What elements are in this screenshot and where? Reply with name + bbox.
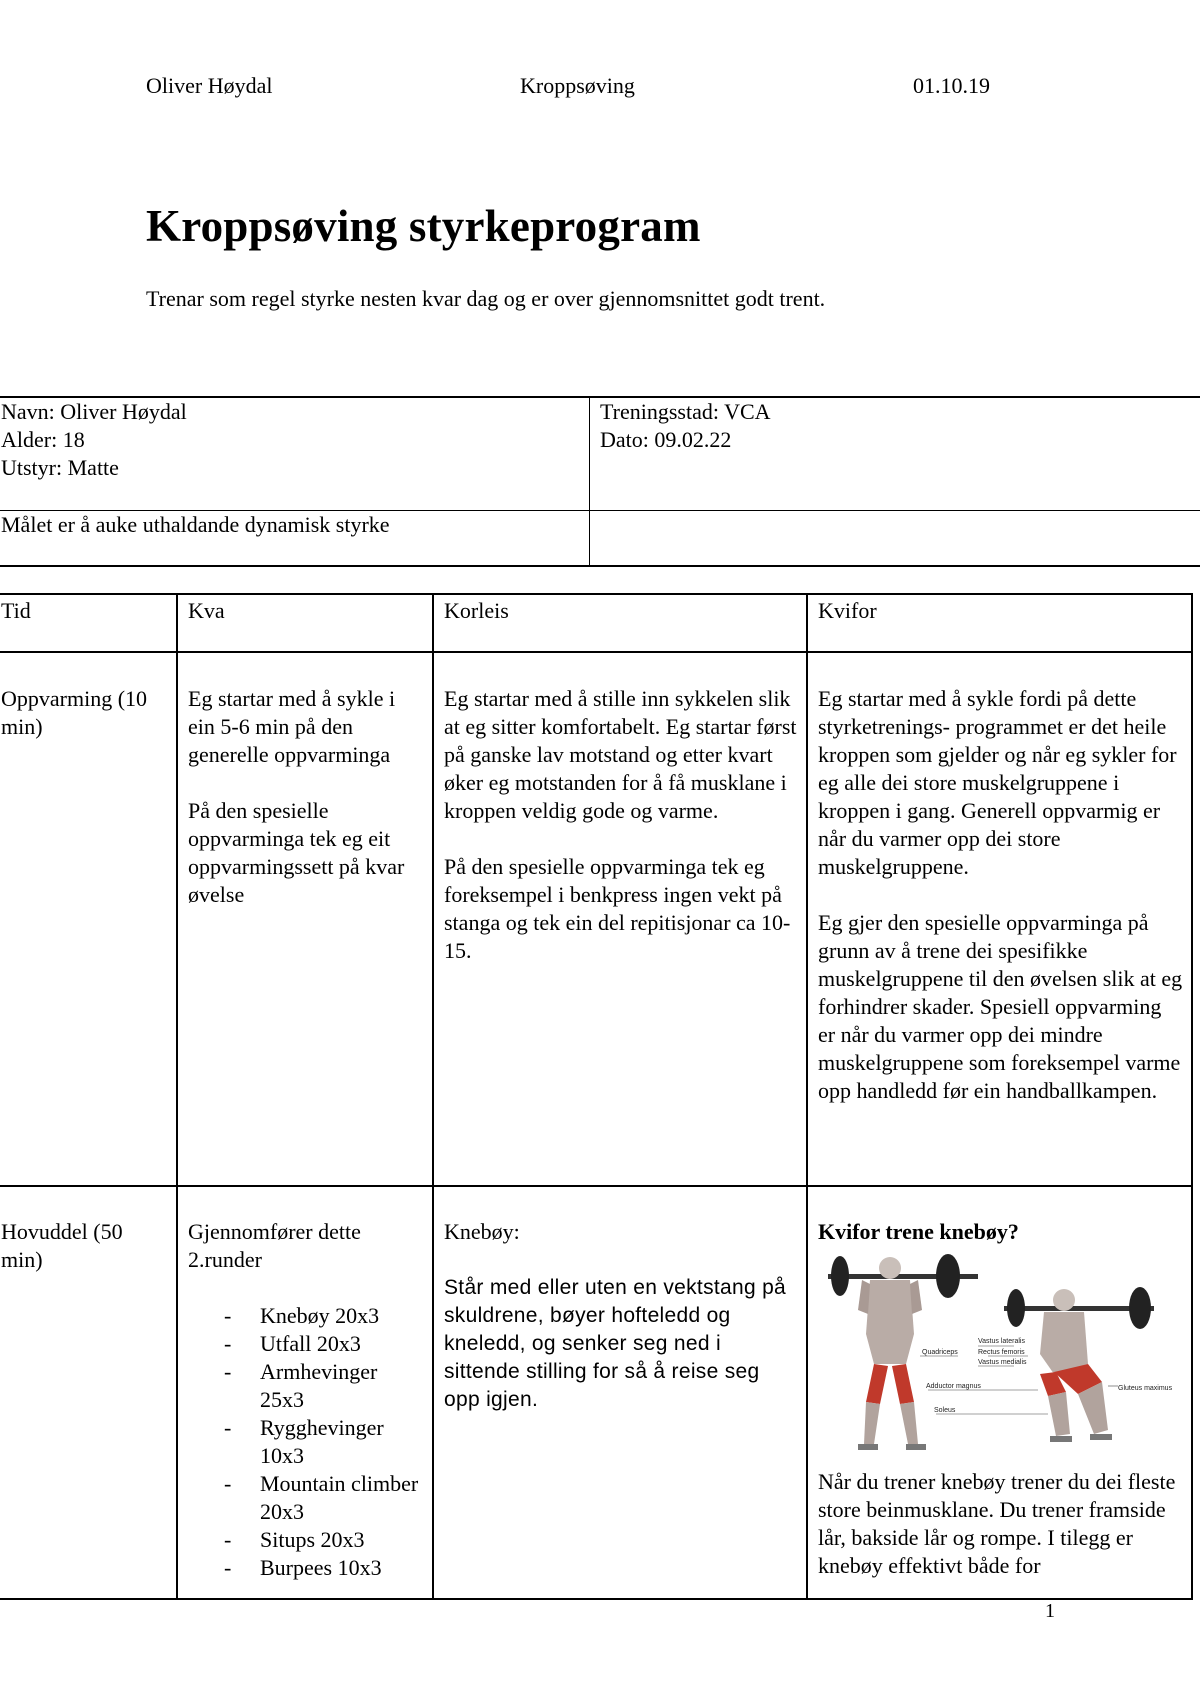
info-place: Treningsstad: VCA [600, 399, 771, 424]
list-item: - Armhevinger 25x3 [224, 1358, 424, 1414]
page-number: 1 [1045, 1600, 1055, 1622]
figure-label: Adductor magnus [926, 1383, 981, 1390]
main-time-text: Hovuddel (50 min) [1, 1219, 123, 1272]
header-author: Oliver Høydal [146, 73, 273, 98]
table-header-row [0, 594, 1192, 652]
main-what [177, 1186, 433, 1599]
figure-label: Soleus [934, 1407, 956, 1414]
header-what: Kva [177, 594, 433, 652]
warmup-how-paragraph-1: Eg startar med å stille inn sykkelen slik at eg sitter komfortabelt. Eg startar først på ganske lav motstand og etter kvart øker eg motstanden for å få musklane i kroppen veldig gode og varme. [444, 686, 797, 823]
table-row-warmup [0, 652, 1192, 1186]
info-goal-cell [0, 511, 590, 567]
info-date: Dato: 09.02.22 [600, 427, 732, 452]
page-title: Kroppsøving styrkeprogram [146, 201, 701, 251]
warmup-why-paragraph-1: Eg startar med å sykle fordi på dette styrketrenings- programmet er det heile kroppen som gjelder og når eg sykler for eg alle dei store muskelgruppene i kroppen i gang. Generell oppvarmig er når du varmer opp dei store muskelgruppene. [818, 686, 1177, 879]
list-item: - Rygghevinger 10x3 [224, 1414, 424, 1470]
list-item: - Knebøy 20x3 [224, 1302, 424, 1330]
list-item: - Situps 20x3 [224, 1526, 424, 1554]
header-time: Tid [0, 594, 177, 652]
main-how-title: Knebøy: [444, 1219, 520, 1244]
exercise-list [188, 1302, 424, 1582]
warmup-time-text: Oppvarming (10 min) [1, 686, 148, 739]
figure-label: Gluteus maximus [1118, 1385, 1173, 1392]
warmup-what-paragraph-1: Eg startar med å sykle i ein 5-6 min på den generelle oppvarminga [188, 686, 396, 767]
info-age: Alder: 18 [1, 427, 85, 452]
main-why-text: Når du trener knebøy trener du dei fleste store beinmusklane. Du trener framside lår, bakside lår og rompe. I tilegg er knebøy effektivt både for [818, 1469, 1176, 1578]
warmup-why [807, 652, 1192, 1186]
main-what-intro: Gjennomfører dette 2.runder [188, 1219, 361, 1272]
header-date: 01.10.19 [913, 73, 990, 98]
info-name: Navn: Oliver Høydal [1, 399, 187, 424]
program-table [0, 593, 1193, 1600]
info-equipment: Utstyr: Matte [1, 455, 119, 480]
main-how-text: Står med eller uten en vektstang på skuldrene, bøyer hofteledd og kneledd, og senker seg ned i sittende stilling for så å reise seg opp igjen. [444, 1276, 787, 1411]
main-why-title: Kvifor trene knebøy? [818, 1219, 1019, 1244]
info-goal: Målet er å auke uthaldande dynamisk styrke [1, 512, 390, 537]
squat-muscle-illustration [818, 1254, 1173, 1464]
warmup-why-paragraph-2: Eg gjer den spesielle oppvarminga på grunn av å trene dei spesifikke muskelgruppene til den øvelsen slik at eg forhindrer skader. Spesiell oppvarming er når du varmer opp dei mindre muskelgruppene som foreksempel varme opp handledd før ein handballkampen. [818, 910, 1183, 1103]
list-item: - Burpees 10x3 [224, 1554, 424, 1582]
header-why: Kvifor [807, 594, 1192, 652]
figure-label: Vastus medialis [978, 1359, 1027, 1366]
info-table [0, 396, 1200, 567]
header-subject: Kroppsøving [520, 73, 635, 98]
info-personal-cell [0, 397, 590, 511]
warmup-time [0, 652, 177, 1186]
main-time [0, 1186, 177, 1599]
main-how [433, 1186, 807, 1599]
header-how: Korleis [433, 594, 807, 652]
figure-label: Vastus lateralis [978, 1338, 1025, 1345]
list-item: - Utfall 20x3 [224, 1330, 424, 1358]
figure-label: Quadriceps [922, 1349, 958, 1356]
warmup-what [177, 652, 433, 1186]
main-why [807, 1186, 1192, 1599]
table-row-main [0, 1186, 1192, 1599]
figure-label: Rectus femoris [978, 1349, 1025, 1356]
info-empty-cell [590, 511, 1200, 567]
warmup-what-paragraph-2: På den spesielle oppvarminga tek eg eit oppvarmingssett på kvar øvelse [188, 798, 405, 907]
intro-text: Trenar som regel styrke nesten kvar dag og er over gjennomsnittet godt trent. [146, 286, 826, 311]
warmup-how-paragraph-2: På den spesielle oppvarminga tek eg foreksempel i benkpress ingen vekt på stanga og tek ein del repitisjonar ca 10-15. [444, 854, 791, 963]
warmup-how [433, 652, 807, 1186]
list-item: - Mountain climber 20x3 [224, 1470, 424, 1526]
info-place-cell [590, 397, 1200, 511]
